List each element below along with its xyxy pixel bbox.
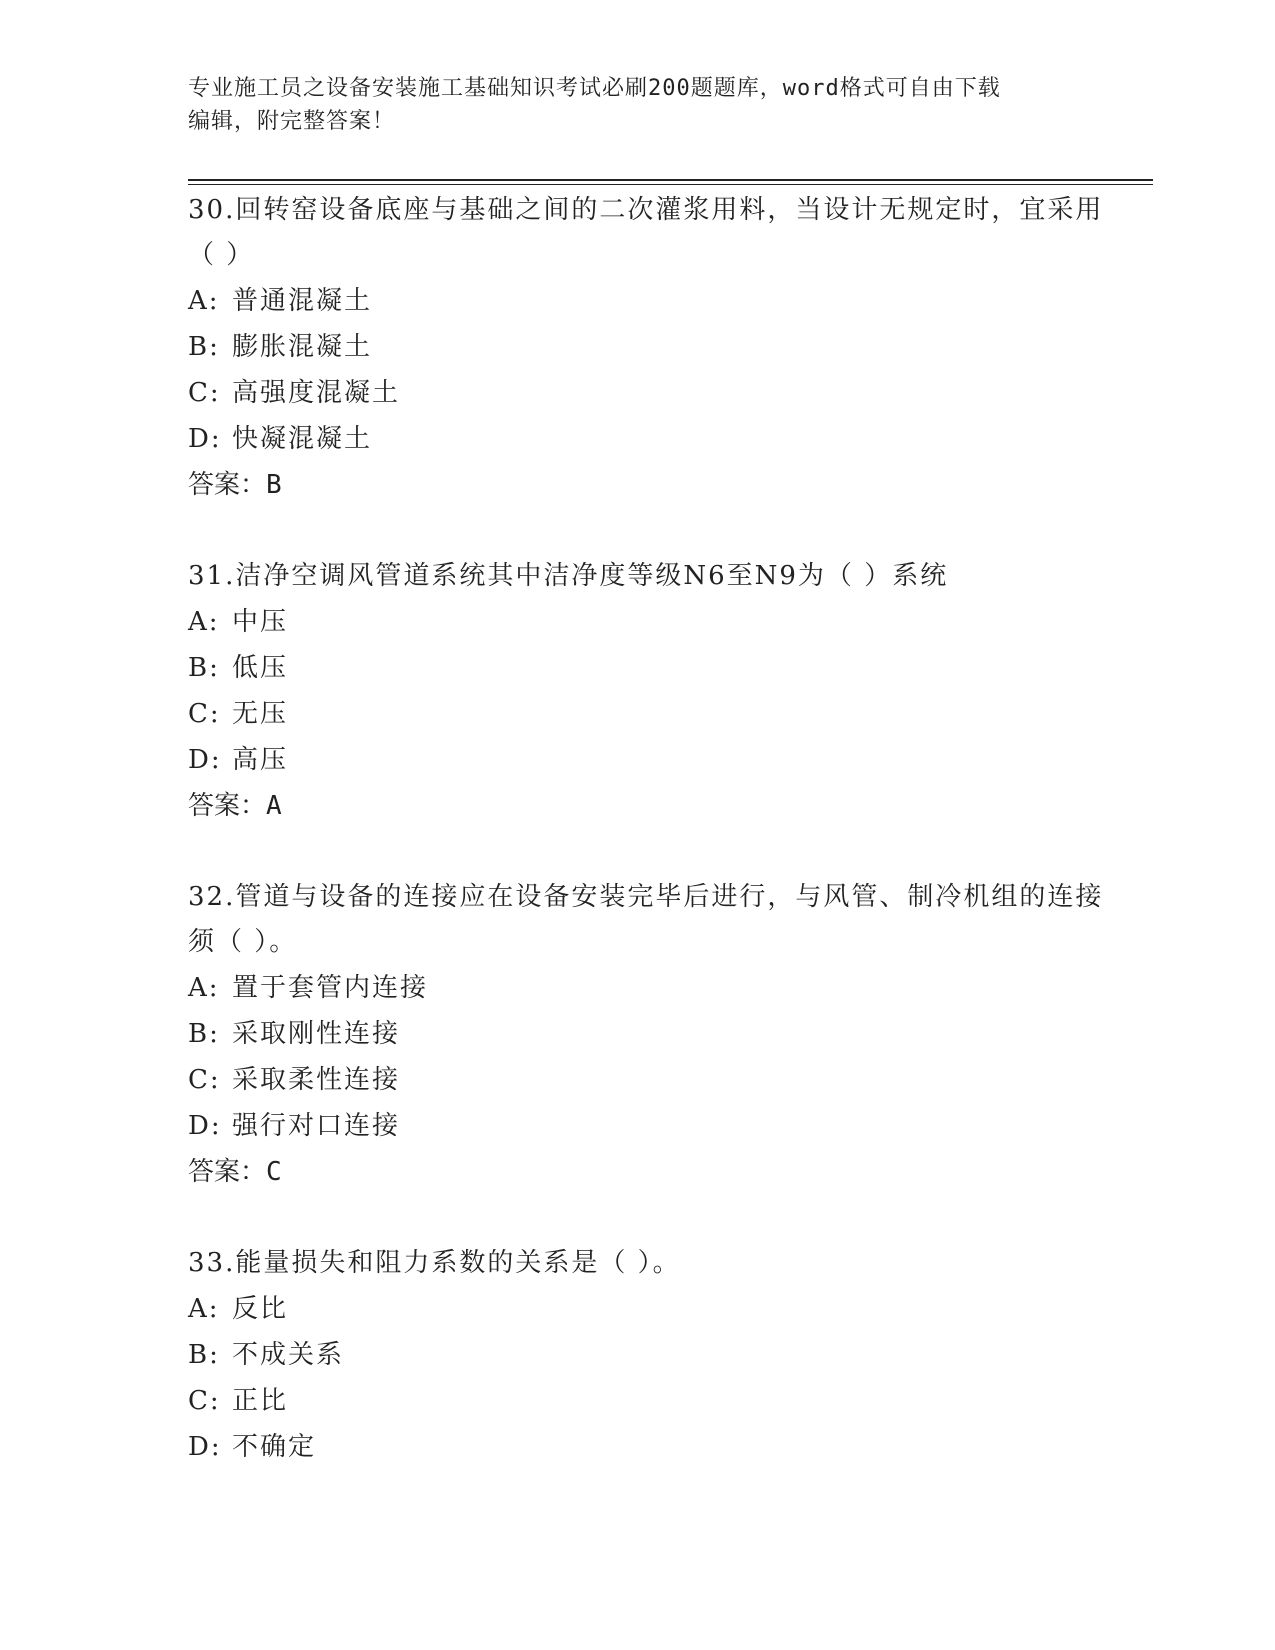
option-text: 不成关系 xyxy=(232,1340,345,1370)
option-text: 反比 xyxy=(232,1294,289,1324)
header-divider-thick xyxy=(188,179,1153,181)
question-list xyxy=(188,188,1108,1516)
option-text: 膨胀混凝土 xyxy=(232,332,373,362)
question-stem: 33.能量损失和阻力系数的关系是（ ）。 xyxy=(188,1248,681,1278)
option-key: B: xyxy=(188,332,220,362)
header-line-2: 编辑，附完整答案！ xyxy=(188,109,396,134)
option-c xyxy=(188,370,1108,416)
option-c xyxy=(188,1378,1108,1424)
option-key: B: xyxy=(188,1340,220,1370)
option-text: 高强度混凝土 xyxy=(232,378,401,408)
option-b xyxy=(188,324,1108,370)
option-key: B: xyxy=(188,1019,220,1049)
question-33 xyxy=(188,1241,1108,1470)
option-key: D: xyxy=(188,1432,222,1462)
option-key: C: xyxy=(188,378,221,408)
option-text: 强行对口连接 xyxy=(232,1111,401,1141)
option-a xyxy=(188,965,1108,1011)
question-31 xyxy=(188,554,1108,829)
option-c xyxy=(188,691,1108,737)
option-d xyxy=(188,416,1108,462)
option-text: 采取刚性连接 xyxy=(232,1019,401,1049)
option-key: C: xyxy=(188,699,221,729)
option-key: D: xyxy=(188,745,222,775)
option-text: 不确定 xyxy=(232,1432,317,1462)
option-text: 低压 xyxy=(232,653,289,683)
answer-line xyxy=(188,783,1108,829)
option-key: C: xyxy=(188,1065,221,1095)
option-c xyxy=(188,1057,1108,1103)
option-text: 中压 xyxy=(232,607,289,637)
option-d xyxy=(188,1424,1108,1470)
option-key: D: xyxy=(188,1111,222,1141)
answer-value: A xyxy=(266,791,282,821)
option-a xyxy=(188,278,1108,324)
header-divider-thin xyxy=(188,184,1153,185)
option-key: C: xyxy=(188,1386,221,1416)
answer-label: 答案： xyxy=(188,470,267,500)
option-key: D: xyxy=(188,424,222,454)
option-key: A: xyxy=(188,286,220,316)
option-key: A: xyxy=(188,607,220,637)
header-line-1: 专业施工员之设备安装施工基础知识考试必刷200题题库，word格式可自由下载 xyxy=(188,76,1001,101)
option-text: 普通混凝土 xyxy=(232,286,373,316)
answer-value: C xyxy=(266,1157,282,1187)
option-key: B: xyxy=(188,653,220,683)
question-30 xyxy=(188,188,1108,508)
option-b xyxy=(188,645,1108,691)
option-text: 正比 xyxy=(232,1386,289,1416)
answer-value: B xyxy=(266,470,282,500)
option-a xyxy=(188,599,1108,645)
answer-line xyxy=(188,1149,1108,1195)
option-text: 采取柔性连接 xyxy=(232,1065,401,1095)
answer-label: 答案： xyxy=(188,1157,267,1187)
option-d xyxy=(188,737,1108,783)
document-header xyxy=(188,72,1068,138)
question-32 xyxy=(188,875,1108,1195)
option-text: 高压 xyxy=(232,745,289,775)
question-stem: 32.管道与设备的连接应在设备安装完毕后进行，与风管、制冷机组的连接须（ ）。 xyxy=(188,882,1104,957)
option-d xyxy=(188,1103,1108,1149)
question-stem: 30.回转窑设备底座与基础之间的二次灌浆用料，当设计无规定时，宜采用（ ） xyxy=(188,195,1104,270)
option-b xyxy=(188,1332,1108,1378)
option-text: 无压 xyxy=(232,699,289,729)
option-key: A: xyxy=(188,1294,220,1324)
question-stem: 31.洁净空调风管道系统其中洁净度等级N6至N9为（ ）系统 xyxy=(188,561,949,591)
answer-line xyxy=(188,462,1108,508)
option-text: 快凝混凝土 xyxy=(232,424,373,454)
option-text: 置于套管内连接 xyxy=(232,973,429,1003)
option-key: A: xyxy=(188,973,220,1003)
answer-label: 答案： xyxy=(188,791,267,821)
option-b xyxy=(188,1011,1108,1057)
option-a xyxy=(188,1286,1108,1332)
